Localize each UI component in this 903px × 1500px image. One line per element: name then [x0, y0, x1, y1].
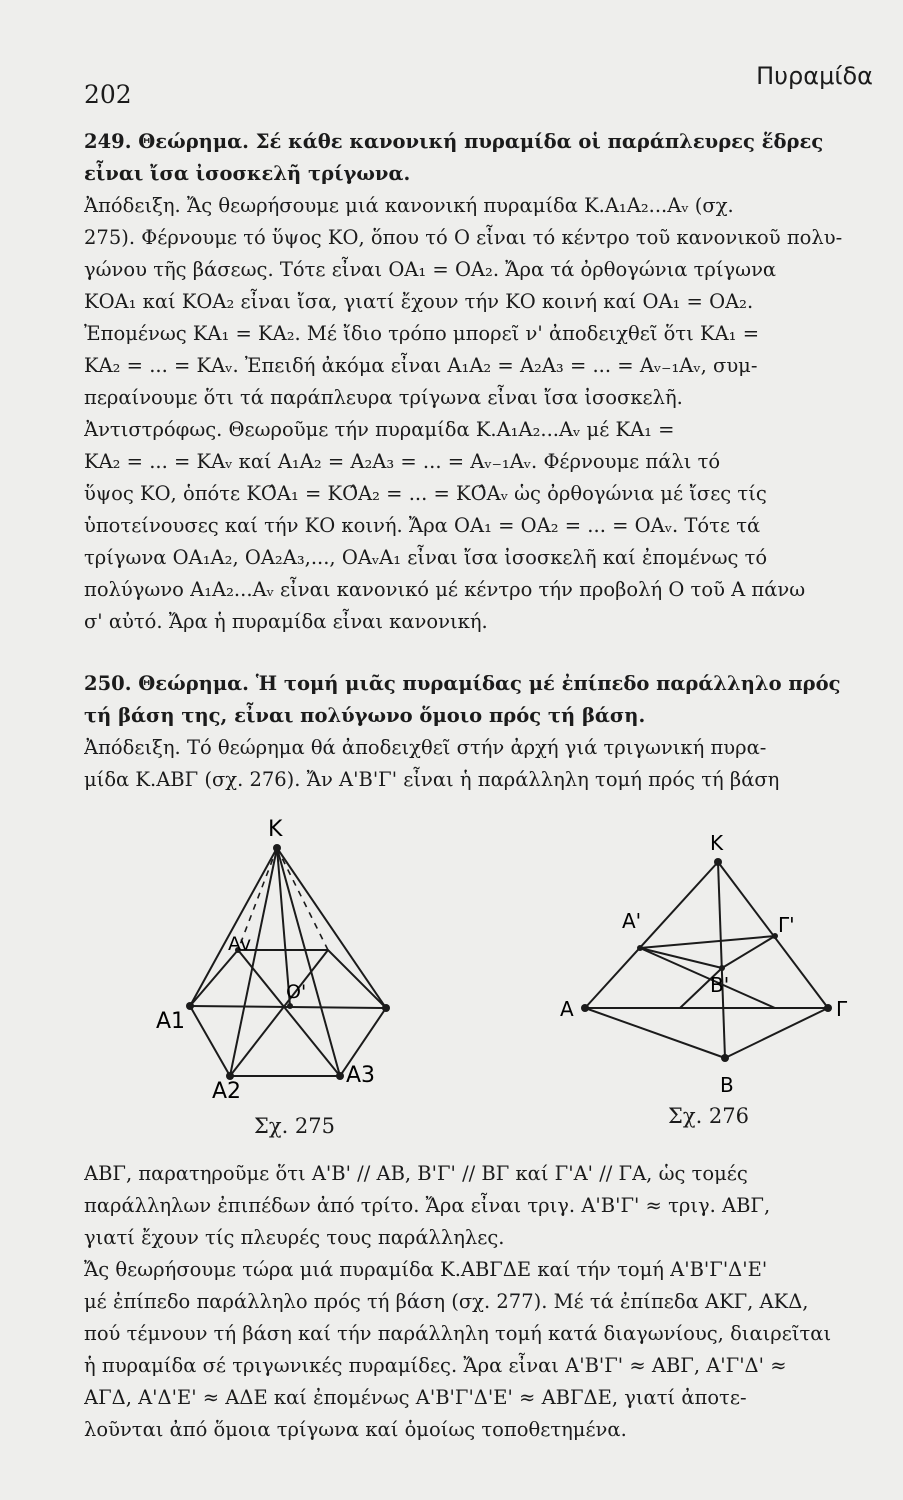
- proof-249-line: περαίνουμε ὅτι τά παράπλευρα τρίγωνα εἶναι ἴσα ἰσοσκελῆ.: [84, 386, 683, 409]
- label-K: K: [268, 817, 283, 842]
- label-A: A: [560, 997, 574, 1021]
- continuation-line: γιατί ἔχουν τίς πλευρές τους παράλληλες.: [84, 1226, 505, 1249]
- converse-249-line: τρίγωνα ΟΑ₁Α₂, ΟΑ₂Α₃,..., ΟΑᵥΑ₁ εἶναι ἴσα ἰσοσκελῆ καί ἐπομένως τό: [84, 546, 768, 569]
- section-249: [84, 126, 884, 638]
- page-number: 202: [84, 80, 132, 109]
- label-K: K: [710, 831, 724, 855]
- proof-250-line: μίδα Κ.ΑΒΓ (σχ. 276). Ἄν Α'Β'Γ' εἶναι ἡ παράλληλη τομή πρός τή βάση: [84, 768, 780, 791]
- line-A1-base: [640, 948, 775, 1008]
- converse-249-line: σ' αὐτό. Ἄρα ἡ πυραμίδα εἶναι κανονική.: [84, 610, 488, 633]
- continuation-text: [84, 1158, 884, 1446]
- section-A1G1: [640, 936, 775, 948]
- theorem-250-line: 250. Θεώρημα. Ἡ τομή μιᾶς πυραμίδας μέ ἐπίπεδο παράλληλο πρός: [84, 672, 841, 695]
- label-A1: A1: [156, 1009, 186, 1034]
- proof-249-line: Ἀπόδειξη. Ἄς θεωρήσουμε μιά κανονική πυραμίδα Κ.Α₁Α₂...Αᵥ (σχ.: [84, 194, 734, 217]
- proof-249-line: ΚΑ₂ = ... = ΚΑᵥ. Ἐπειδή ἀκόμα εἶναι Α₁Α₂ = Α₂Α₃ = ... = Αᵥ₋₁Αᵥ, συμ-: [84, 354, 758, 377]
- apex-point: [273, 844, 281, 852]
- label-G-prime: Γ': [778, 913, 795, 937]
- theorem-250-line: τή βάση της, εἶναι πολύγωνο ὅμοιο πρός τή βάση.: [84, 704, 646, 727]
- label-B: B: [720, 1073, 734, 1097]
- converse-249-line: ΚΑ₂ = ... = ΚΑᵥ καί Α₁Α₂ = Α₂Α₃ = ... = Αᵥ₋₁Αᵥ. Φέρνουμε πάλι τό: [84, 450, 721, 473]
- proof-250-line: Ἀπόδειξη. Τό θεώρημα θά ἀποδειχθεῖ στήν ἀρχή γιά τριγωνική πυρα-: [84, 736, 767, 759]
- proof-249-line: 275). Φέρνουμε τό ὕψος ΚΟ, ὅπου τό Ο εἶναι τό κέντρο τοῦ κανονικοῦ πολυ-: [84, 226, 843, 249]
- label-Av: Av: [228, 933, 252, 955]
- caption-275: Σχ. 275: [254, 1114, 336, 1138]
- section-A1B1: [640, 948, 722, 968]
- section-250: [84, 668, 884, 796]
- pyramid-275-drawing: [150, 810, 410, 1100]
- continuation-line: ΑΒΓ, παρατηροῦμε ὅτι Α'Β' // ΑΒ, Β'Γ' // ΒΓ καί Γ'Α' // ΓΑ, ὡς τομές: [84, 1162, 748, 1185]
- diag-a: [230, 950, 328, 1076]
- proof-249-line: ΚΟΑ₁ καί ΚΟΑ₂ εἶναι ἴσα, γιατί ἔχουν τήν ΚΟ κοινή καί ΟΑ₁ = ΟΑ₂.: [84, 290, 754, 313]
- continuation-line: Ἄς θεωρήσουμε τώρα μιά πυραμίδα Κ.ΑΒΓΔΕ καί τήν τομή Α'Β'Γ'Δ'Ε': [84, 1258, 768, 1281]
- continuation-line: πού τέμνουν τή βάση καί τήν παράλληλη τομή κατά διαγωνίους, διαιρεῖται: [84, 1322, 832, 1345]
- continuation-line: παράλληλων ἐπιπέδων ἀπό τρίτο. Ἄρα εἶναι τριγ. Α'Β'Γ' ≈ τριγ. ΑΒΓ,: [84, 1194, 771, 1217]
- continuation-line: λοῦνται ἀπό ὅμοια τρίγωνα καί ὁμοίως τοποθετημένα.: [84, 1418, 627, 1441]
- diag-b: [238, 950, 340, 1076]
- edge-KB: [718, 862, 725, 1058]
- continuation-line: μέ ἐπίπεδο παράλληλο πρός τή βάση (σχ. 277). Μέ τά ἐπίπεδα ΑΚΓ, ΑΚΔ,: [84, 1290, 809, 1313]
- figure-275: [150, 810, 410, 1100]
- edge-KA: [585, 862, 718, 1008]
- proof-249-line: Ἐπομένως ΚΑ₁ = ΚΑ₂. Μέ ἴδιο τρόπο μπορεῖ ν' ἀποδειχθεῖ ὅτι ΚΑ₁ =: [84, 322, 760, 345]
- converse-249-line: Ἀντιστρόφως. Θεωροῦμε τήν πυραμίδα Κ.Α₁Α₂...Αᵥ μέ ΚΑ₁ =: [84, 418, 675, 441]
- label-B-prime: B': [710, 973, 730, 997]
- converse-249-line: ὑποτείνουσες καί τήν ΚΟ κοινή. Ἄρα ΟΑ₁ = ΟΑ₂ = ... = ΟΑᵥ. Τότε τά: [84, 514, 761, 537]
- theorem-249-line: 249. Θεώρημα. Σέ κάθε κανονική πυραμίδα οἱ παράπλευρες ἕδρες: [84, 130, 824, 153]
- label-A-prime: A': [622, 909, 642, 933]
- figure-276: [560, 820, 860, 1100]
- edge-KA2: [230, 848, 277, 1076]
- continuation-line: ΑΓΔ, Α'Δ'Ε' ≈ ΑΔΕ καί ἐπομένως Α'Β'Γ'Δ'Ε' ≈ ΑΒΓΔΕ, γιατί ἀποτε-: [84, 1386, 747, 1409]
- pyramid-276-drawing: [560, 820, 860, 1100]
- caption-276: Σχ. 276: [668, 1104, 750, 1128]
- converse-249-line: ὕψος ΚΟ, ὁπότε ΚΟ̂Α₁ = ΚΟ̂Α₂ = ... = ΚΟ̂Αᵥ ὡς ὀρθογώνια μέ ἴσες τίς: [84, 482, 767, 505]
- base-AB: [585, 1008, 725, 1058]
- label-G: Γ: [836, 997, 848, 1021]
- label-A3: A3: [346, 1063, 376, 1088]
- theorem-249-line: εἶναι ἴσα ἰσοσκελῆ τρίγωνα.: [84, 162, 411, 185]
- converse-249-line: πολύγωνο Α₁Α₂...Αᵥ εἶναι κανονικό μέ κέντρο τήν προβολή Ο τοῦ Α πάνω: [84, 578, 806, 601]
- base-BG: [725, 1008, 828, 1058]
- running-title: Πυραμίδα: [756, 62, 873, 90]
- proof-249-line: γώνου τῆς βάσεως. Τότε εἶναι ΟΑ₁ = ΟΑ₂. Ἄρα τά ὀρθογώνια τρίγωνα: [84, 258, 777, 281]
- label-O: O': [286, 981, 307, 1003]
- continuation-line: ἡ πυραμίδα σέ τριγωνικές πυραμίδες. Ἄρα εἶναι Α'Β'Γ' ≈ ΑΒΓ, Α'Γ'Δ' ≈: [84, 1354, 787, 1377]
- label-A2: A2: [212, 1079, 242, 1100]
